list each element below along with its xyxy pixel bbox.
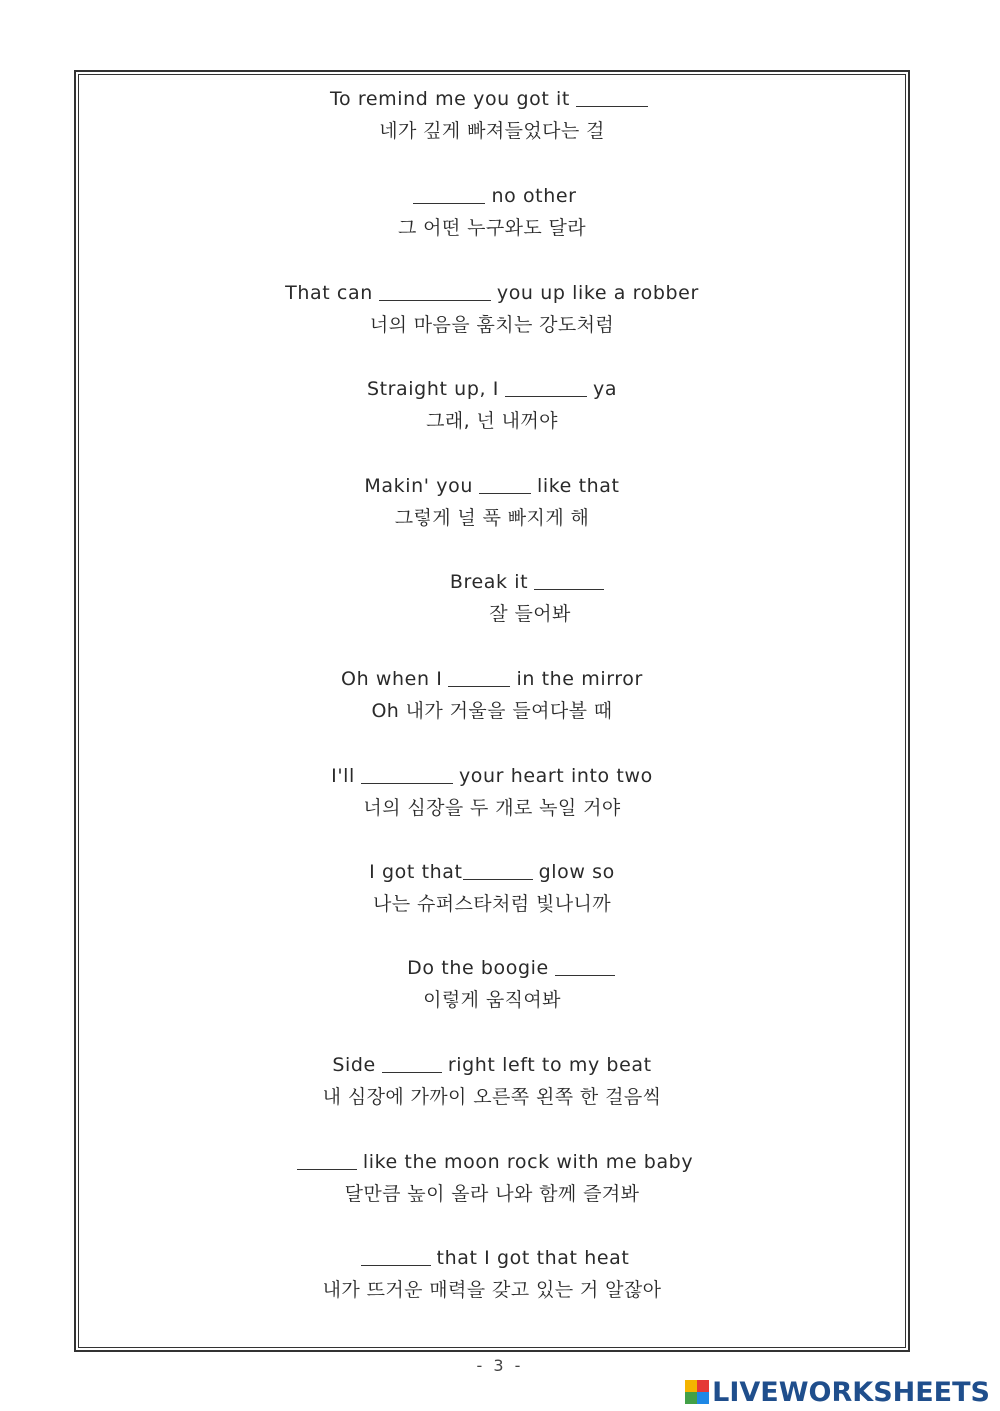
lyric-line	[78, 1149, 906, 1175]
korean-translation: 달만큼 높이 올라 나와 함께 즐겨봐	[344, 1183, 640, 1205]
lyric-text-before: I'll	[331, 765, 355, 787]
lyric-text-after: like the moon rock with me baby	[362, 1151, 694, 1173]
liveworksheets-brand[interactable]	[685, 1376, 990, 1408]
lyric-text-before: Side	[332, 1054, 376, 1076]
lyric-line	[78, 86, 906, 112]
korean-translation: 너의 심장을 두 개로 녹일 거야	[363, 797, 621, 819]
lyric-line	[116, 569, 944, 595]
lyric-text-after: glow so	[538, 861, 615, 883]
lyric-text-before: Makin' you	[364, 475, 473, 497]
lyric-item	[78, 1245, 906, 1325]
lyric-text-after: like that	[536, 475, 620, 497]
lyric-item	[116, 569, 944, 649]
lyric-text-before: I got that	[369, 861, 463, 883]
lyric-text-before: To remind me you got it	[330, 88, 570, 110]
lyric-item	[78, 376, 906, 456]
korean-translation: 그 어떤 누구와도 달라	[397, 217, 587, 239]
answer-blank[interactable]	[413, 185, 485, 204]
liveworksheets-logo-icon	[685, 1380, 709, 1404]
answer-blank[interactable]	[297, 1151, 357, 1170]
lyric-item	[78, 183, 906, 263]
lyric-text-after: no other	[491, 185, 577, 207]
lyric-text-before: Do the boogie	[407, 957, 549, 979]
korean-translation: 내가 뜨거운 매력을 갖고 있는 거 알잖아	[322, 1279, 662, 1301]
answer-blank[interactable]	[361, 1247, 431, 1266]
lyric-line	[78, 1052, 906, 1078]
lyric-item	[78, 859, 906, 939]
korean-translation: 나는 슈퍼스타처럼 빛나니까	[373, 893, 611, 915]
lyric-text-before: Straight up, I	[366, 378, 499, 400]
answer-blank[interactable]	[361, 765, 453, 784]
lyric-text-before: Break it	[449, 571, 529, 593]
answer-blank[interactable]	[576, 88, 648, 107]
lyric-item	[78, 1052, 906, 1132]
lyric-item	[78, 1149, 906, 1229]
korean-translation: 내 심장에 가까이 오른쪽 왼쪽 한 걸음씩	[322, 1086, 662, 1108]
lyric-line	[78, 376, 906, 402]
lyric-line	[78, 473, 906, 499]
answer-blank[interactable]	[505, 378, 587, 397]
lyric-line	[78, 1245, 906, 1271]
answer-blank[interactable]	[555, 957, 615, 976]
lyric-text-after: that I got that heat	[436, 1247, 630, 1269]
answer-blank[interactable]	[379, 282, 491, 301]
lyric-text-before: That can	[285, 282, 373, 304]
korean-translation: 잘 들어봐	[489, 603, 571, 625]
lyric-line	[78, 280, 906, 306]
korean-translation: 그래, 넌 내꺼야	[426, 410, 558, 432]
lyric-line	[100, 955, 928, 981]
lyric-line	[78, 763, 906, 789]
lyric-line	[78, 666, 906, 692]
brand-name: LIVEWORKSHEETS	[712, 1376, 990, 1408]
lyric-item	[78, 666, 906, 746]
korean-translation: 이렇게 움직여봐	[423, 989, 561, 1011]
answer-blank[interactable]	[479, 475, 531, 494]
lyric-line	[78, 859, 906, 885]
lyric-item	[78, 473, 906, 553]
lyric-text-after: your heart into two	[458, 765, 653, 787]
page-number: - 3 -	[476, 1356, 524, 1375]
answer-blank[interactable]	[534, 571, 604, 590]
lyric-text-after: right left to my beat	[447, 1054, 652, 1076]
korean-translation: 그렇게 널 푹 빠지게 해	[394, 507, 590, 529]
korean-translation: 네가 깊게 빠져들었다는 걸	[379, 120, 605, 142]
answer-blank[interactable]	[448, 668, 510, 687]
korean-translation: 너의 마음을 훔치는 강도처럼	[369, 314, 615, 336]
lyric-text-before: Oh when I	[341, 668, 443, 690]
lyric-text-after: ya	[592, 378, 618, 400]
answer-blank[interactable]	[382, 1054, 442, 1073]
lyric-item	[100, 955, 928, 1035]
lyric-item	[78, 86, 906, 166]
lyric-item	[78, 763, 906, 843]
answer-blank[interactable]	[463, 861, 533, 880]
lyric-text-after: you up like a robber	[496, 282, 699, 304]
lyric-text-after: in the mirror	[516, 668, 643, 690]
korean-translation: Oh 내가 거울을 들여다볼 때	[371, 700, 613, 722]
lyric-item	[78, 280, 906, 360]
lyric-line	[78, 183, 906, 209]
